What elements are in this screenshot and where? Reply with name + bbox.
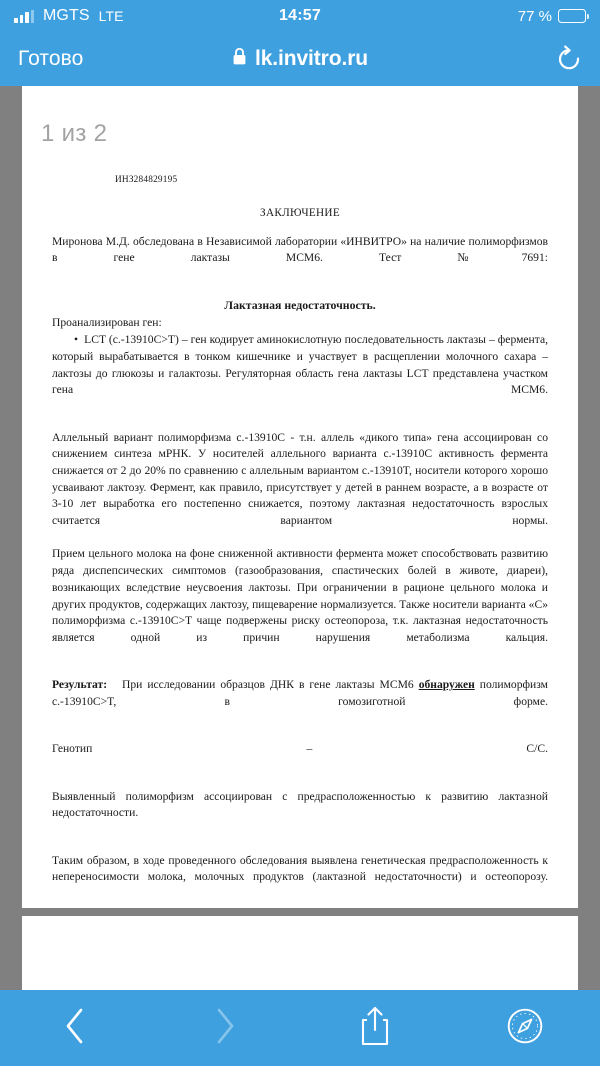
signal-strength-icon [14,10,34,23]
compass-icon [506,1007,544,1050]
milk-paragraph: Прием цельного молока на фоне сниженной активности фермента может способствовать развитию ряда диспепсических симптомов (газообразования, спастических болей в животе, диареи), возникающих вследствие неусвоения лактозы. При ограничении в рационе цельного молока и других продуктов, содержащих лактозу, пищеварение нормализуется. Также носители варианта «С» полиморфизма c.-13910C>T чаще подвержены риску остеопороза, т.к. лактазная недостаточность является одной из причин нарушения метаболизма кальция. [52,547,548,644]
intro-paragraph: Миронова М.Д. обследована в Независимой лаборатории «ИНВИТРО» на наличие полиморфизмов в гене лактазы MCM6. Тест №7691: [52,234,548,265]
document-page-1 [22,86,578,908]
result-text-after: полиморфизм c.-13910C>T, в гомозиготной форме. [52,678,548,708]
document-viewer[interactable] [0,86,600,990]
battery-icon [558,9,586,23]
chevron-left-icon [62,1006,88,1051]
share-button[interactable] [300,990,450,1066]
status-bar-right [518,8,586,25]
reload-button[interactable] [556,45,582,73]
result-paragraph [52,677,548,727]
browser-toolbar [0,990,600,1066]
document-page-2 [22,916,578,990]
genotype-line: Генотип – С/С. [52,742,548,756]
url-label: lk.invitro.ru [254,47,369,70]
document-title: ЗАКЛЮЧЕНИЕ [260,207,340,220]
carrier-label: MGTS [43,7,90,24]
summary-paragraph: Таким образом, в ходе проведенного обследования выявлена генетическая предрасположенность к непереносимости молока, молочных продуктов (лактазной недостаточности) и остеопорозу. [52,853,548,884]
browser-nav-bar [0,32,600,86]
status-bar-left [14,7,124,25]
result-label: Результат: [52,678,108,692]
done-button[interactable]: Готово [18,47,84,70]
clock-label: 14:57 [279,7,321,24]
allele-paragraph: Аллельный вариант полиморфизма c.-13910C - т.н. аллель «дикого типа» гена ассоциирован со снижением синтеза мРНК. У носителей аллельного варианта c.-13910C активность фермента снижается от 2 до 20% по сравнению с аллельным вариантом c.-13910T, носители которого хорошо усваивают лактозу. Фермент, как правило, присутствует у детей в раннем возрасте, а в возрасте от 3-10 лет выработка его постепенно снижается, поэтому лактазная недостаточность взрослых считается вариантом нормы. [52,430,548,528]
conclusion-paragraph: Выявленный полиморфизм ассоциирован с предрасположенностью к развитию лактазной недостаточности. [52,789,548,820]
document-body [22,86,578,903]
forward-button[interactable] [150,990,300,1066]
status-bar [0,0,600,32]
result-text-before: При исследовании образцов ДНК в гене лактазы MCM6 [121,678,414,692]
document-subtitle: Лактазная недостаточность. [224,297,376,312]
gene-bullet-text: LCT (c.-13910C>T) – ген кодирует аминокислотную последовательность лактазы – фермента, который вырабатывается в тонком кишечнике и участвует в расщеплении молочного сахара – лактозы до глюкозы и галактозы. Регуляторная область гена лактазы LCT представлена участком гена MCM6. [52,333,549,397]
battery-percent-label: 77 % [517,7,552,25]
chevron-right-icon [212,1006,238,1051]
analyzed-gene-label: Проанализирован ген: [52,315,162,329]
address-bar[interactable] [0,47,600,71]
share-icon [359,1005,391,1052]
result-found-label: обнаружен [418,678,475,692]
safari-button[interactable] [450,990,600,1066]
network-type-label: LTE [98,8,124,24]
page-indicator: 1 из 2 [41,120,108,147]
lock-icon [232,47,247,71]
bullet-icon: • [74,333,79,347]
gene-bullet-paragraph [52,332,548,415]
document-id: ИНЗ284829195 [115,175,178,185]
back-button[interactable] [0,990,150,1066]
